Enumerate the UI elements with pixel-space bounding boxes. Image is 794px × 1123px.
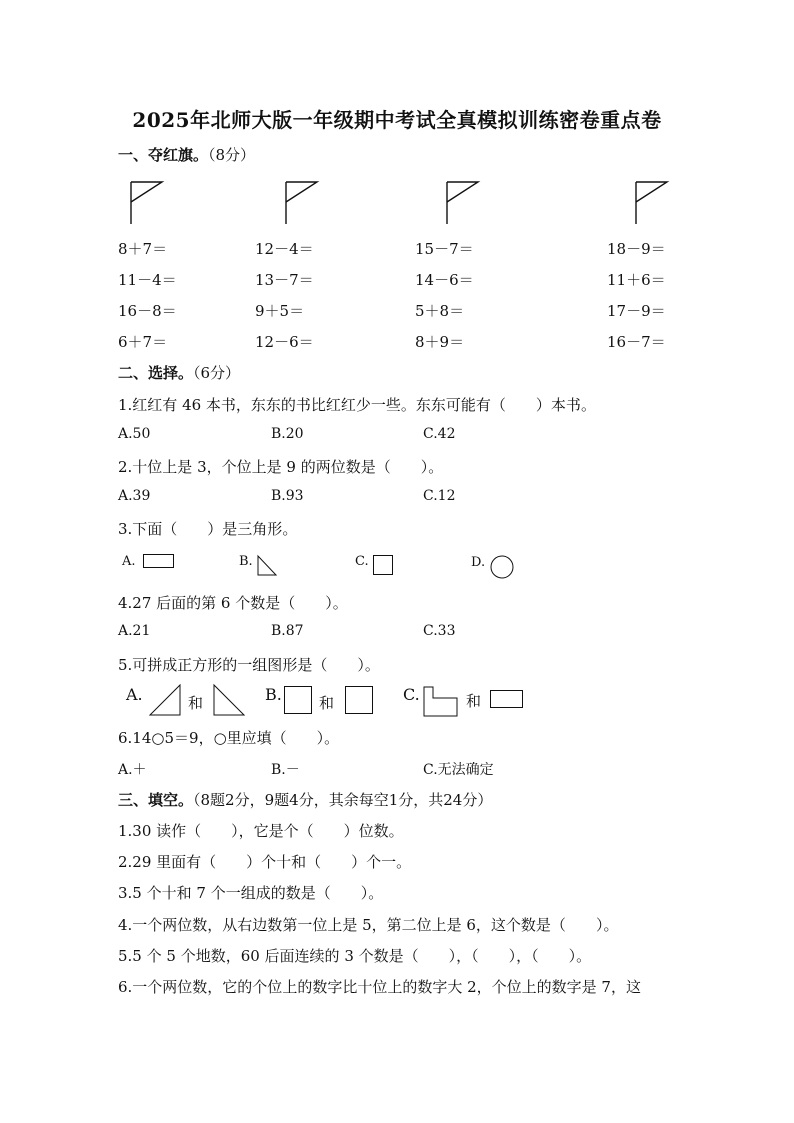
option-b: B. <box>265 685 282 704</box>
section2-heading <box>118 362 240 383</box>
and-label: 和 <box>319 694 335 712</box>
square-icon <box>284 686 314 716</box>
math-problem: 12－6＝ <box>255 333 314 351</box>
option-a: A.50 <box>118 426 151 442</box>
section3-heading <box>118 789 492 810</box>
fill-item: 1.30 读作（ ），它是个（ ）位数。 <box>118 822 404 840</box>
rectangle-icon <box>490 690 526 710</box>
flag-icon <box>128 180 168 226</box>
math-problem: 15－7＝ <box>415 240 474 258</box>
section2-title: 二、选择。 <box>118 364 194 382</box>
question-5: 5.可拼成正方形的一组图形是（ ）。 <box>118 656 380 674</box>
question-3: 3.下面（ ）是三角形。 <box>118 520 298 538</box>
math-problem: 12－4＝ <box>255 240 314 258</box>
option-d: D. <box>471 555 486 570</box>
option-a: A.＋ <box>118 762 147 778</box>
section3-title: 三、填空。 <box>118 791 194 809</box>
option-a: A. <box>122 554 136 569</box>
option-a: A.39 <box>118 488 151 504</box>
math-problem: 17－9＝ <box>607 302 666 320</box>
option-c: C. <box>355 554 369 569</box>
option-c: C.12 <box>423 488 456 504</box>
section1-heading <box>118 144 255 165</box>
rectangle-icon <box>143 554 175 570</box>
question-2: 2.十位上是 3，个位上是 9 的两位数是（ ）。 <box>118 458 444 476</box>
and-label: 和 <box>188 694 204 712</box>
flag-icon <box>633 180 673 226</box>
math-problem: 18－9＝ <box>607 240 666 258</box>
question-1: 1.红红有 46 本书，东东的书比红红少一些。东东可能有（ ）本书。 <box>118 396 596 414</box>
math-problem: 11－4＝ <box>118 271 177 289</box>
triangle-icon <box>257 555 279 577</box>
section3-points: （8题2分，9题4分，其余每空1分，共24分） <box>193 791 493 809</box>
option-b: B.87 <box>271 623 304 639</box>
l-shape-icon <box>423 686 459 718</box>
math-problem: 8＋7＝ <box>118 240 168 258</box>
math-problem: 9＋5＝ <box>255 302 305 320</box>
option-c: C.无法确定 <box>423 762 494 778</box>
math-problem: 14－6＝ <box>415 271 474 289</box>
section1-points: （8分） <box>208 146 256 164</box>
math-problem: 8＋9＝ <box>415 333 465 351</box>
flag-icon <box>444 180 484 226</box>
section1-title: 一、夺红旗。 <box>118 146 209 164</box>
fill-item: 2.29 里面有（ ）个十和（ ）个一。 <box>118 853 412 871</box>
option-b: B.20 <box>271 426 304 442</box>
square-icon <box>373 555 395 577</box>
question-4: 4.27 后面的第 6 个数是（ ）。 <box>118 594 348 612</box>
question-6: 6.14○5＝9，○里应填（ ）。 <box>118 729 340 747</box>
fill-item: 5.5 个 5 个地数，60 后面连续的 3 个数是（ ），（ ），（ ）。 <box>118 947 592 965</box>
and-label: 和 <box>466 692 482 710</box>
math-problem: 13－7＝ <box>255 271 314 289</box>
option-c: C.42 <box>423 426 456 442</box>
page-title: 2025年北师大版一年级期中考试全真模拟训练密卷重点卷 <box>132 108 662 132</box>
math-problem: 16－8＝ <box>118 302 177 320</box>
option-b: B.93 <box>271 488 304 504</box>
fill-item: 6.一个两位数，它的个位上的数字比十位上的数字大 2，个位上的数字是 7，这 <box>118 978 641 996</box>
math-problem: 5＋8＝ <box>415 302 465 320</box>
right-triangle-icon <box>213 684 247 718</box>
fill-item: 3.5 个十和 7 个一组成的数是（ ）。 <box>118 884 384 902</box>
section2-points: （6分） <box>193 364 241 382</box>
option-b: B.－ <box>271 762 300 778</box>
math-problem: 6＋7＝ <box>118 333 168 351</box>
option-a: A. <box>126 685 143 704</box>
option-c: C.33 <box>423 623 456 639</box>
circle-icon <box>490 555 516 581</box>
math-problem: 16－7＝ <box>607 333 666 351</box>
fill-item: 4.一个两位数，从右边数第一位上是 5，第二位上是 6，这个数是（ ）。 <box>118 916 619 934</box>
flag-icon <box>283 180 323 226</box>
option-b: B. <box>239 554 253 569</box>
square-icon <box>345 686 375 716</box>
right-triangle-icon <box>149 684 183 718</box>
option-c: C. <box>403 685 420 704</box>
math-problem: 11＋6＝ <box>607 271 666 289</box>
option-a: A.21 <box>118 623 151 639</box>
